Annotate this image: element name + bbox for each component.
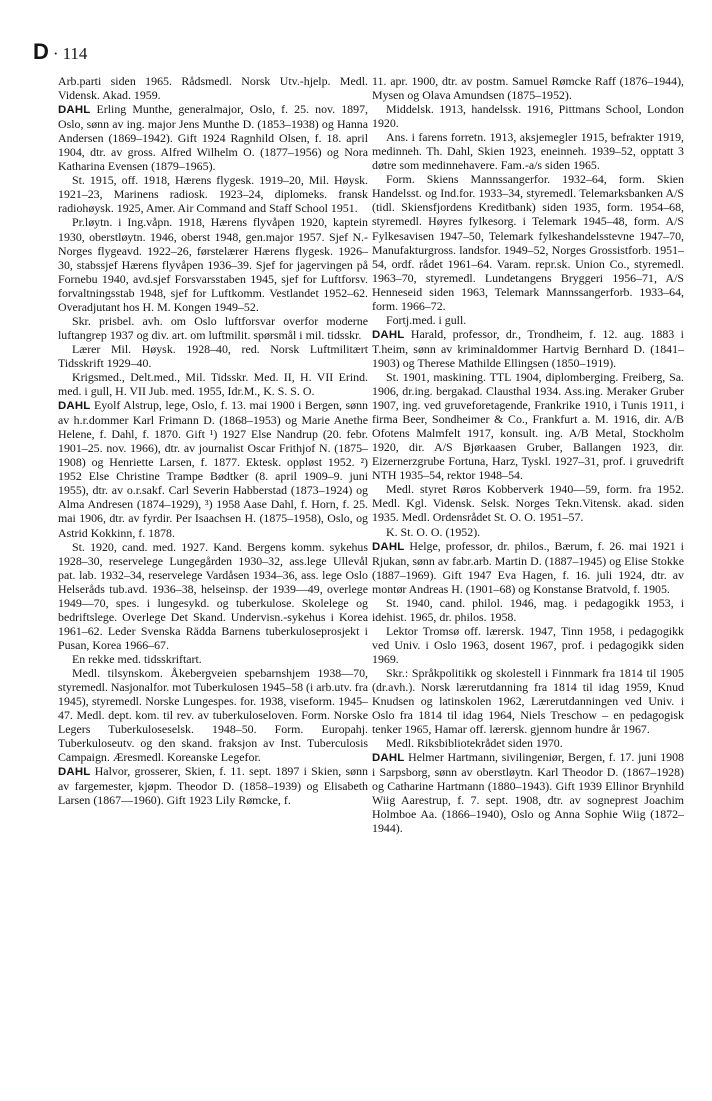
entry-text: Erling Munthe, generalmajor, Oslo, f. 25. nov. 1897, Oslo, sønn av ing. major Jens Munthe D. (1853–1938) og Hanna Andersen (1869–1942). Gift 1924 Ragnhild Olsen, f. 18. april 1904, dtr. av gross. Alfred Wilhelm O. (1877–1956) og Nora Katharina Evensen (1879–1965). xyxy=(58,102,368,174)
entry-surname: DAHL xyxy=(372,328,405,341)
paragraph: Middelsk. 1913, handelssk. 1916, Pittmans School, London 1920. xyxy=(372,102,684,131)
paragraph: St. 1915, off. 1918, Hærens flygesk. 1919–20, Mil. Høysk. 1921–23, Marinens radiosk. 1923–24, diplomeks. fransk radiohøysk. 1925, Amer. Air Command and Staff School 1951. xyxy=(58,173,368,216)
paragraph: Medl. tilsynskom. Åkebergveien spebarnshjem 1938—70, styremedl. Nasjonalfor. mot Tuberkulosen 1945–58 (i arb.utv. fra 1945), styremedl. Norske Lungespes. for. 1938, viseform. 1945–47. Medl. dept. kom. til rev. av tuberkuloseloven. Form. Norske Legers Tuberkuloseselsk. 1948–50. Form. Europahj. Tuberkuloseutv. og den skand. fraksjon av Inst. Tuberculosis Campaign. Æresmedl. Koreanske Legefor. xyxy=(58,665,368,765)
paragraph: Ans. i farens forretn. 1913, aksjemegler 1915, befrakter 1919, medinneh. Th. Dahl, Skien 1923, eneinneh. 1939–52, opptatt 3 døtre som medinnehavere. Fam.-a/s siden 1965. xyxy=(372,130,684,173)
entry-text: Harald, professor, dr., Trondheim, f. 12. aug. 1883 i T.heim, sønn av kriminaldommer Hartvig Bernhard D. (1841–1903) og Therese Mathilde Ellingsen (1850–1919). xyxy=(372,326,684,370)
entry-surname: DAHL xyxy=(372,540,405,553)
paragraph: Lærer Mil. Høysk. 1928–40, red. Norsk Luftmilitært Tidsskrift 1929–40. xyxy=(58,341,368,370)
entry-continuation: 11. apr. 1900, dtr. av postm. Samuel Rømcke Raff (1876–1944), Mysen og Olava Amundsen (1875–1952). xyxy=(372,74,684,103)
paragraph: Form. Skiens Mannssangerfor. 1932–64, form. Skien Handelsst. og Ind.for. 1933–34, styremedl. Telemarksbanken A/S (tidl. Skiensfjordens Kreditbank) siden 1935, form. 1954–68, styremedl. Høyres fylkesorg. i Telemark 1945–48, form. A/S Fylkesavisen 1947–50, Telemark fylkeshandelsstevne 1947–70, Manufakturgross. landsfor. 1949–52, Norges Grossistforb. 1951–54, ordf. rådet 1961–64. Varam. repr.sk. Union Co., styremedl. 1963–70, styremedl. Lundetangens Bryggeri 1956–71, A/S Henneseid siden 1963, Telemark Mannssangerforb. 1933–64, form. 1966–72. xyxy=(372,172,684,313)
paragraph: Skr.: Språkpolitikk og skolestell i Finnmark fra 1814 til 1905 (dr.avh.). Norsk lærerutdanning fra 1814 til idag 1959, Knud Knudsen og latinskolen 1962, Lærerutdanningen ved Univ. i Oslo fra 1814 til idag 1964, Niels Treschow – en pedagogisk tenker 1965, Hamar off. lærersk. gjennom hundre år 1967. xyxy=(372,665,684,737)
entry-text: Helge, professor, dr. philos., Bærum, f. 26. mai 1921 i Rjukan, sønn av fabr.arb. Martin D. (1887–1945) og Elise Stokke (1887–1969). Gift 1947 Eva Hagen, f. 16. juli 1924, dtr. av montør Andreas H. (1901–68) og Konstanse Bratvold, f. 1905. xyxy=(372,538,684,596)
paragraph: Medl. styret Røros Kobberverk 1940—59, form. fra 1952. Medl. Kgl. Vidensk. Selsk. Norges Tekn.Vitensk. akad. siden 1935. Medl. Ordensrådet St. O. O. 1951–57. xyxy=(372,482,684,525)
entry-dahl-erling xyxy=(58,102,368,173)
entry-dahl-helmer xyxy=(372,750,684,835)
page-number: 114 xyxy=(62,44,88,63)
entry-continuation: Arb.parti siden 1965. Rådsmedl. Norsk Utv.-hjelp. Medl. Vidensk. Akad. 1959. xyxy=(58,74,368,103)
paragraph: Fortj.med. i gull. xyxy=(386,312,467,327)
entry-text: Halvor, grosserer, Skien, f. 11. sept. 1897 i Skien, sønn av fargemester, kjøpm. Theodor D. (1858–1939) og Elisabeth Larsen (1867—1960). Gift 1923 Lily Rømcke, f. xyxy=(58,764,368,808)
entry-text: Helmer Hartmann, sivilingeniør, Bergen, f. 17. juni 1908 i Sarpsborg, sønn av oberstløytn. Karl Theodor D. (1867–1928) og Catharine Hartmann (1880–1943). Gift 1939 Ellinor Brynhild Wiig Aarestrup, f. 7. sept. 1908, dtr. av sogneprest Joachim Holmboe Aa. (1866–1940), Oslo og Anna Sophie Wiig (1872–1944). xyxy=(372,750,684,836)
right-column xyxy=(372,74,684,836)
paragraph: K. St. O. O. (1952). xyxy=(386,524,481,539)
entry-surname: DAHL xyxy=(372,752,405,765)
paragraph: Medl. Riksbibliotekrådet siden 1970. xyxy=(386,736,563,751)
paragraph: Lektor Tromsø off. lærersk. 1947, Tinn 1958, i pedagogikk ved Univ. i Oslo 1963, dosent 1967, prof. i pedagogikk siden 1969. xyxy=(372,623,684,666)
header-separator: · xyxy=(52,44,59,63)
paragraph: Skr. prisbel. avh. om Oslo luftforsvar overfor moderne luftangrep 1937 og div. art. om luftmilit. spørsmål i mil. tidsskr. xyxy=(58,313,368,342)
entry-dahl-halvor xyxy=(58,764,368,807)
paragraph: Krigsmed., Delt.med., Mil. Tidsskr. Med. II, H. VII Erind. med. i gull, H. VII Jub. med. 1955, Idr.M., K. S. S. O. xyxy=(58,369,368,399)
entry-surname: DAHL xyxy=(58,400,91,413)
section-letter: D xyxy=(33,39,49,64)
entry-dahl-helge xyxy=(372,539,684,596)
paragraph: En rekke med. tidsskriftart. xyxy=(72,651,202,666)
entry-surname: DAHL xyxy=(58,104,91,117)
paragraph: St. 1901, maskining. TTL 1904, diplomberging. Freiberg, Sa. 1906, dr.ing. bergakad. Clausthal 1934. Ass.ing. Meraker Gruber 1907, ing. ved gruveforetagende, Frankrike 1910, i Tunis 1911, i firma Beer, Sondheimer & Co., Frankfurt a. M. 1916, dir. A/B Ofotens Malmfelt 1917, konsult. ing. A/B Metal, Stockholm 1920, dir. A/S Bjørkaasen Gruber, Ballangen 1923, dir. Eizernerzgrube Fortuna, Harz, Tyskl. 1927–31, prof. i gruvedrift NTH 1935–54, rektor 1948–54. xyxy=(372,369,684,483)
entry-dahl-harald xyxy=(372,327,684,370)
entry-dahl-eyolf xyxy=(58,398,368,539)
entry-surname: DAHL xyxy=(58,766,91,779)
paragraph: Pr.løytn. i Ing.våpn. 1918, Hærens flyvåpen 1920, kaptein 1930, oberstløytn. 1946, oberst 1948, gen.major 1957. Sjef N.-Norges flygeavd. 1922–26, førstelærer Hærens flygesk. 1926–30, stabssjef Hærens flyvåpen 1936–39. Sjef for jagervingen på Fornebu 1940, avd.sjef Forsvarsstaben 1945, sjef for Luftforsv. forvaltningsstab 1948, sjef for Luftkomm. Vestlandet 1952–62. Overadjutant hos H. M. Kongen 1949–52. xyxy=(58,215,368,314)
paragraph: St. 1940, cand. philol. 1946, mag. i pedagogikk 1953, i idehist. 1965, dr. philos. 1958. xyxy=(372,595,684,624)
left-column xyxy=(58,74,368,807)
page-header xyxy=(33,39,87,65)
entry-text: Eyolf Alstrup, lege, Oslo, f. 13. mai 1900 i Bergen, sønn av h.r.dommer Karl Frimann D. (1868–1953) og Marie Anethe Helene, f. Dahl, f. 1870. Gift ¹) 1927 Else Nandrup (20. febr. 1901–25. nov. 1966), dtr. av journalist Oscar Frithjof N. (1875–1908) og Henriette Larsen, f. 1877. Ektesk. oppløst 1952. ²) 1952 Else Christine Trampe Bødtker (8. april 1909–9. juni 1955), dtr. av o.r.sakf. Carl Severin Habberstad (1873–1924) og Alma Andresen (1874–1929), ³) 1958 Aase Dahl, f. Horn, f. 25. mai 1906, dtr. av fyrdir. Per Isaachsen H. (1875–1958), Oslo, og Astrid Kokkinn, f. 1878. xyxy=(58,398,368,540)
paragraph: St. 1920, cand. med. 1927. Kand. Bergens komm. sykehus 1928–30, reservelege Lungegården 1930–32, ass.lege Ullevål pat. lab. 1932–34, reservelege Vardåsen 1934–36, ass. lege Oslo Helseråds tub.avd. 1936–38, helseinsp. der 1939—49, overlege 1949—70, spes. i lungesykd. og tuberkulose. Skolelege og bedriftslege. Overlege Det Skand. Undervisn.-sykehus i Korea 1961–62. Leder Svenska Rädda Barnens tuberkuloseprosjekt i Pusan, Korea 1966–67. xyxy=(58,539,368,652)
